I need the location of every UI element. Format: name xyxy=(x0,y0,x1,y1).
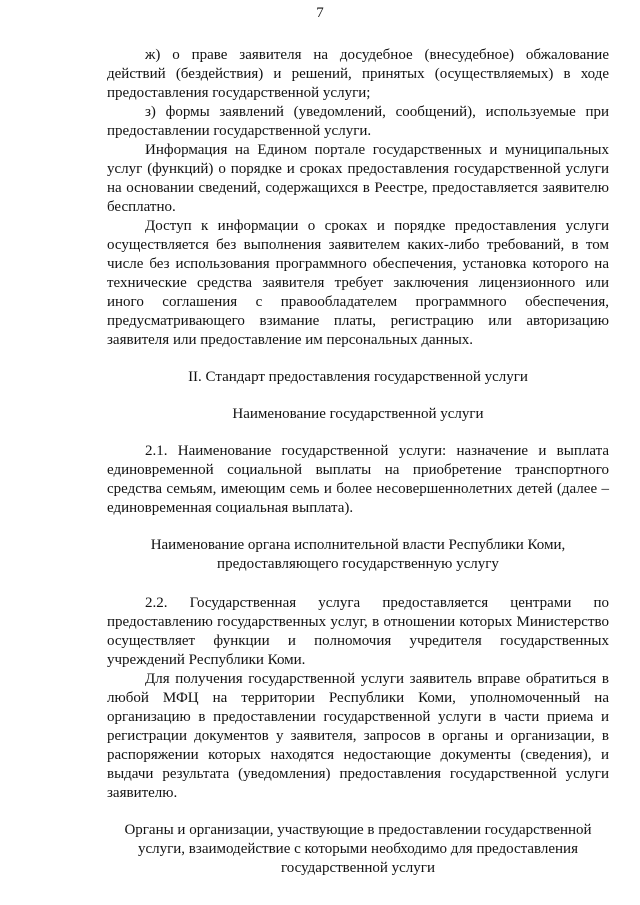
subheading-organ-line2: предоставляющего государственную услугу xyxy=(217,556,499,572)
list-item-z: з) формы заявлений (уведомлений, сообщений), используемые при предоставлении государственной услуги. xyxy=(107,104,609,139)
document-body xyxy=(107,46,609,878)
section-title: II. Стандарт предоставления государственной услуги xyxy=(188,369,528,385)
paragraph-2-2: 2.2. Государственная услуга предоставляется центрами по предоставлению государственных услуг, в отношении которых Министерство осуществляет функции и полномочия учредителя государственных учреждений Республики Коми. xyxy=(107,595,609,668)
page-number: 7 xyxy=(316,5,324,21)
paragraph-2-1: 2.1. Наименование государственной услуги: назначение и выплата единовременной социальной выплаты на приобретение транспортного средства семьям, имеющим семь и более несовершеннолетних детей (далее – единовременная социальная выплата). xyxy=(107,443,609,516)
list-item-zh: ж) о праве заявителя на досудебное (внесудебное) обжалование действий (бездействия) и решений, принятых (осуществляемых) в ходе предоставления государственной услуги; xyxy=(107,47,609,101)
subheading-orgs-line2: услуги, взаимодействие с которыми необходимо для предоставления xyxy=(137,841,578,857)
paragraph-access: Доступ к информации о сроках и порядке предоставления услуги осуществляется без выполнения заявителем каких-либо требований, в том числе без использования программного обеспечения, установка которого на технические средства заявителя требует заключения лицензионного или иного соглашения с правообладателем программного обеспечения, предусматривающего взимание платы, регистрацию или авторизацию заявителя или предоставление им персональных данных. xyxy=(107,218,609,348)
subheading-organ-line1: Наименование органа исполнительной власти Республики Коми, xyxy=(150,537,566,553)
subheading-orgs-line3: государственной услуги xyxy=(281,860,435,876)
subheading-orgs-line1: Органы и организации, участвующие в предоставлении государственной xyxy=(124,822,592,838)
subheading-service-name: Наименование государственной услуги xyxy=(232,406,484,422)
paragraph-info-portal: Информация на Едином портале государственных и муниципальных услуг (функций) о порядке и сроках предоставления государственной услуги на основании сведений, содержащихся в Реестре, предоставляется заявителю бесплатно. xyxy=(107,142,609,215)
paragraph-mfc: Для получения государственной услуги заявитель вправе обратиться в любой МФЦ на территории Республики Коми, уполномоченный на организацию в предоставлении государственной услуги в части приема и регистрации документов у заявителя, запросов в органы и организации, в распоряжении которых находятся недостающие документы (сведения), и выдачи результата (уведомления) предоставления государственной услуги заявителю. xyxy=(107,671,609,801)
